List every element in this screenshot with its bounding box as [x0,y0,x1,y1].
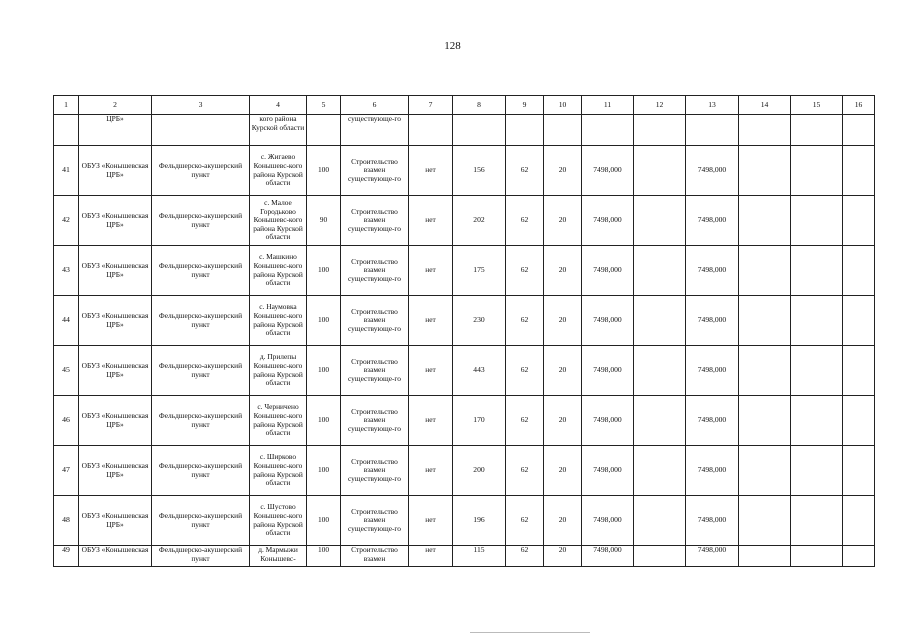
cell-org: ОБУЗ «Конышевская ЦРБ» [79,396,152,446]
cell-col9: 62 [506,146,544,196]
cell-org: ОБУЗ «Конышевская ЦРБ» [79,346,152,396]
cell-col16 [843,146,875,196]
column-header-5: 5 [307,96,341,115]
cell-org: ОБУЗ «Конышевская ЦРБ» [79,446,152,496]
column-header-8: 8 [453,96,506,115]
cell-col10: 20 [544,296,582,346]
cell-col11: 7498,000 [582,146,634,196]
cell-work: существующе-го [341,115,409,146]
column-header-4: 4 [250,96,307,115]
cell [791,115,843,146]
cell-col9: 62 [506,196,544,246]
cell-location: с. Шустово Конышевс-кого района Курской области [250,496,307,546]
cell-col11: 7498,000 [582,546,634,567]
column-header-7: 7 [409,96,453,115]
cell-col11: 7498,000 [582,346,634,396]
cell-availability: нет [409,346,453,396]
cell-col12 [634,296,686,346]
cell-col16 [843,396,875,446]
cell-col8: 202 [453,196,506,246]
cell [453,115,506,146]
table-row [54,396,875,446]
table-row [54,546,875,567]
cell-work: Строительство взамен существующе-го [341,446,409,496]
cell-number: 43 [54,246,79,296]
cell-number: 47 [54,446,79,496]
cell-location: д. Мармыжи Конышевс- [250,546,307,567]
cell-capacity: 100 [307,546,341,567]
cell-type: Фельдшерско-акушерский пункт [152,246,250,296]
table-row [54,146,875,196]
continuation-row [54,115,875,146]
page-number: 128 [444,40,461,52]
cell-col13: 7498,000 [686,246,739,296]
cell-work: Строительство взамен существующе-го [341,246,409,296]
cell-availability: нет [409,296,453,346]
column-number-row [54,96,875,115]
cell-col11: 7498,000 [582,446,634,496]
cell-col16 [843,196,875,246]
cell-col9: 62 [506,546,544,567]
cell-col15 [791,446,843,496]
table-row [54,346,875,396]
cell-type: Фельдшерско-акушерский пункт [152,446,250,496]
cell-col9: 62 [506,246,544,296]
cell-col15 [791,496,843,546]
cell-location: с. Черничено Конышевс-кого района Курской области [250,396,307,446]
cell-org: ОБУЗ «Конышевская ЦРБ» [79,496,152,546]
cell-availability: нет [409,496,453,546]
cell-col16 [843,546,875,567]
column-header-10: 10 [544,96,582,115]
cell-col10: 20 [544,246,582,296]
table-row [54,446,875,496]
cell-work: Строительство взамен существующе-го [341,496,409,546]
cell-capacity: 100 [307,296,341,346]
cell-availability: нет [409,246,453,296]
cell-org: ОБУЗ «Конышевская ЦРБ» [79,246,152,296]
cell-org: ОБУЗ «Конышевская [79,546,152,567]
cell-col10: 20 [544,546,582,567]
column-header-9: 9 [506,96,544,115]
cell-col16 [843,496,875,546]
cell-number: 42 [54,196,79,246]
cell-col8: 170 [453,396,506,446]
cell-capacity: 100 [307,246,341,296]
cell-work: Строительство взамен [341,546,409,567]
cell-col15 [791,146,843,196]
cell-col14 [739,246,791,296]
cell-type: Фельдшерско-акушерский пункт [152,496,250,546]
cell-col15 [791,546,843,567]
cell-col11: 7498,000 [582,496,634,546]
cell-availability: нет [409,446,453,496]
cell-col13: 7498,000 [686,546,739,567]
cell-col12 [634,396,686,446]
cell-availability: нет [409,146,453,196]
cell-org: ОБУЗ «Конышевская ЦРБ» [79,146,152,196]
cell-col10: 20 [544,196,582,246]
scan-artifact [470,632,590,633]
table-row [54,496,875,546]
cell-capacity: 100 [307,496,341,546]
cell-work: Строительство взамен существующе-го [341,346,409,396]
cell-availability: нет [409,396,453,446]
cell-col9: 62 [506,396,544,446]
cell-col12 [634,346,686,396]
cell [843,115,875,146]
cell-org: ОБУЗ «Конышевская ЦРБ» [79,296,152,346]
cell-location: с. Малое Городьково Конышевс-кого района Курской области [250,196,307,246]
cell-location: с. Наумовка Конышевс-кого района Курской области [250,296,307,346]
facilities-table [53,95,875,567]
cell-work: Строительство взамен существующе-го [341,146,409,196]
cell-col11: 7498,000 [582,196,634,246]
column-header-11: 11 [582,96,634,115]
cell [307,115,341,146]
cell-col8: 443 [453,346,506,396]
cell-col14 [739,146,791,196]
cell-availability: нет [409,546,453,567]
cell-col10: 20 [544,496,582,546]
cell-col9: 62 [506,496,544,546]
cell-col15 [791,346,843,396]
column-header-14: 14 [739,96,791,115]
cell-col14 [739,296,791,346]
cell-col15 [791,246,843,296]
cell-col8: 230 [453,296,506,346]
cell-number: 46 [54,396,79,446]
cell-col11: 7498,000 [582,296,634,346]
cell-col13: 7498,000 [686,146,739,196]
cell-col8: 196 [453,496,506,546]
column-header-6: 6 [341,96,409,115]
cell-location: с. Ширково Конышевс-кого района Курской области [250,446,307,496]
cell-col13: 7498,000 [686,346,739,396]
cell-capacity: 100 [307,346,341,396]
cell-col9: 62 [506,446,544,496]
cell-location: д. Прилепы Конышевс-кого района Курской области [250,346,307,396]
cell-col8: 200 [453,446,506,496]
cell-col9: 62 [506,296,544,346]
cell-col16 [843,346,875,396]
cell-org: ЦРБ» [79,115,152,146]
column-header-12: 12 [634,96,686,115]
cell [409,115,453,146]
table-row [54,296,875,346]
cell-work: Строительство взамен существующе-го [341,396,409,446]
cell-col12 [634,546,686,567]
cell [544,115,582,146]
cell-col15 [791,396,843,446]
column-header-3: 3 [152,96,250,115]
cell-availability: нет [409,196,453,246]
column-header-1: 1 [54,96,79,115]
cell-col12 [634,246,686,296]
cell-capacity: 100 [307,446,341,496]
cell-col10: 20 [544,346,582,396]
cell-number: 45 [54,346,79,396]
cell-capacity: 90 [307,196,341,246]
cell-col12 [634,196,686,246]
cell-col14 [739,196,791,246]
cell-col12 [634,446,686,496]
cell-col16 [843,246,875,296]
cell-col8: 156 [453,146,506,196]
cell-col12 [634,146,686,196]
column-header-16: 16 [843,96,875,115]
cell-col14 [739,496,791,546]
cell-col14 [739,446,791,496]
cell-type: Фельдшерско-акушерский пункт [152,346,250,396]
cell-location: с. Жигаево Конышевс-кого района Курской области [250,146,307,196]
cell-col10: 20 [544,446,582,496]
cell-col11: 7498,000 [582,396,634,446]
cell-col8: 115 [453,546,506,567]
cell [54,115,79,146]
cell-type: Фельдшерско-акушерский пункт [152,296,250,346]
cell-col13: 7498,000 [686,196,739,246]
cell-number: 48 [54,496,79,546]
cell-type: Фельдшерско-акушерский пункт [152,396,250,446]
cell-org: ОБУЗ «Конышевская ЦРБ» [79,196,152,246]
cell [634,115,686,146]
cell-col14 [739,546,791,567]
cell-number: 41 [54,146,79,196]
cell-type: Фельдшерско-акушерский пункт [152,546,250,567]
cell-col15 [791,196,843,246]
cell-col13: 7498,000 [686,296,739,346]
cell-capacity: 100 [307,146,341,196]
cell-location: с. Машкино Конышевс-кого района Курской области [250,246,307,296]
cell-work: Строительство взамен существующе-го [341,196,409,246]
cell-work: Строительство взамен существующе-го [341,296,409,346]
cell [686,115,739,146]
cell-col14 [739,396,791,446]
cell-col15 [791,296,843,346]
cell [152,115,250,146]
column-header-13: 13 [686,96,739,115]
column-header-2: 2 [79,96,152,115]
table-row [54,196,875,246]
table-row [54,246,875,296]
cell-col16 [843,296,875,346]
cell-number: 44 [54,296,79,346]
cell-type: Фельдшерско-акушерский пункт [152,146,250,196]
cell [739,115,791,146]
cell-number: 49 [54,546,79,567]
cell-col12 [634,496,686,546]
cell-col8: 175 [453,246,506,296]
cell [582,115,634,146]
cell-col13: 7498,000 [686,396,739,446]
cell-location: кого района Курской области [250,115,307,146]
cell [506,115,544,146]
cell-type: Фельдшерско-акушерский пункт [152,196,250,246]
cell-col10: 20 [544,146,582,196]
cell-col13: 7498,000 [686,496,739,546]
cell-col13: 7498,000 [686,446,739,496]
cell-col10: 20 [544,396,582,446]
cell-col16 [843,446,875,496]
cell-capacity: 100 [307,396,341,446]
cell-col9: 62 [506,346,544,396]
cell-col11: 7498,000 [582,246,634,296]
cell-col14 [739,346,791,396]
column-header-15: 15 [791,96,843,115]
